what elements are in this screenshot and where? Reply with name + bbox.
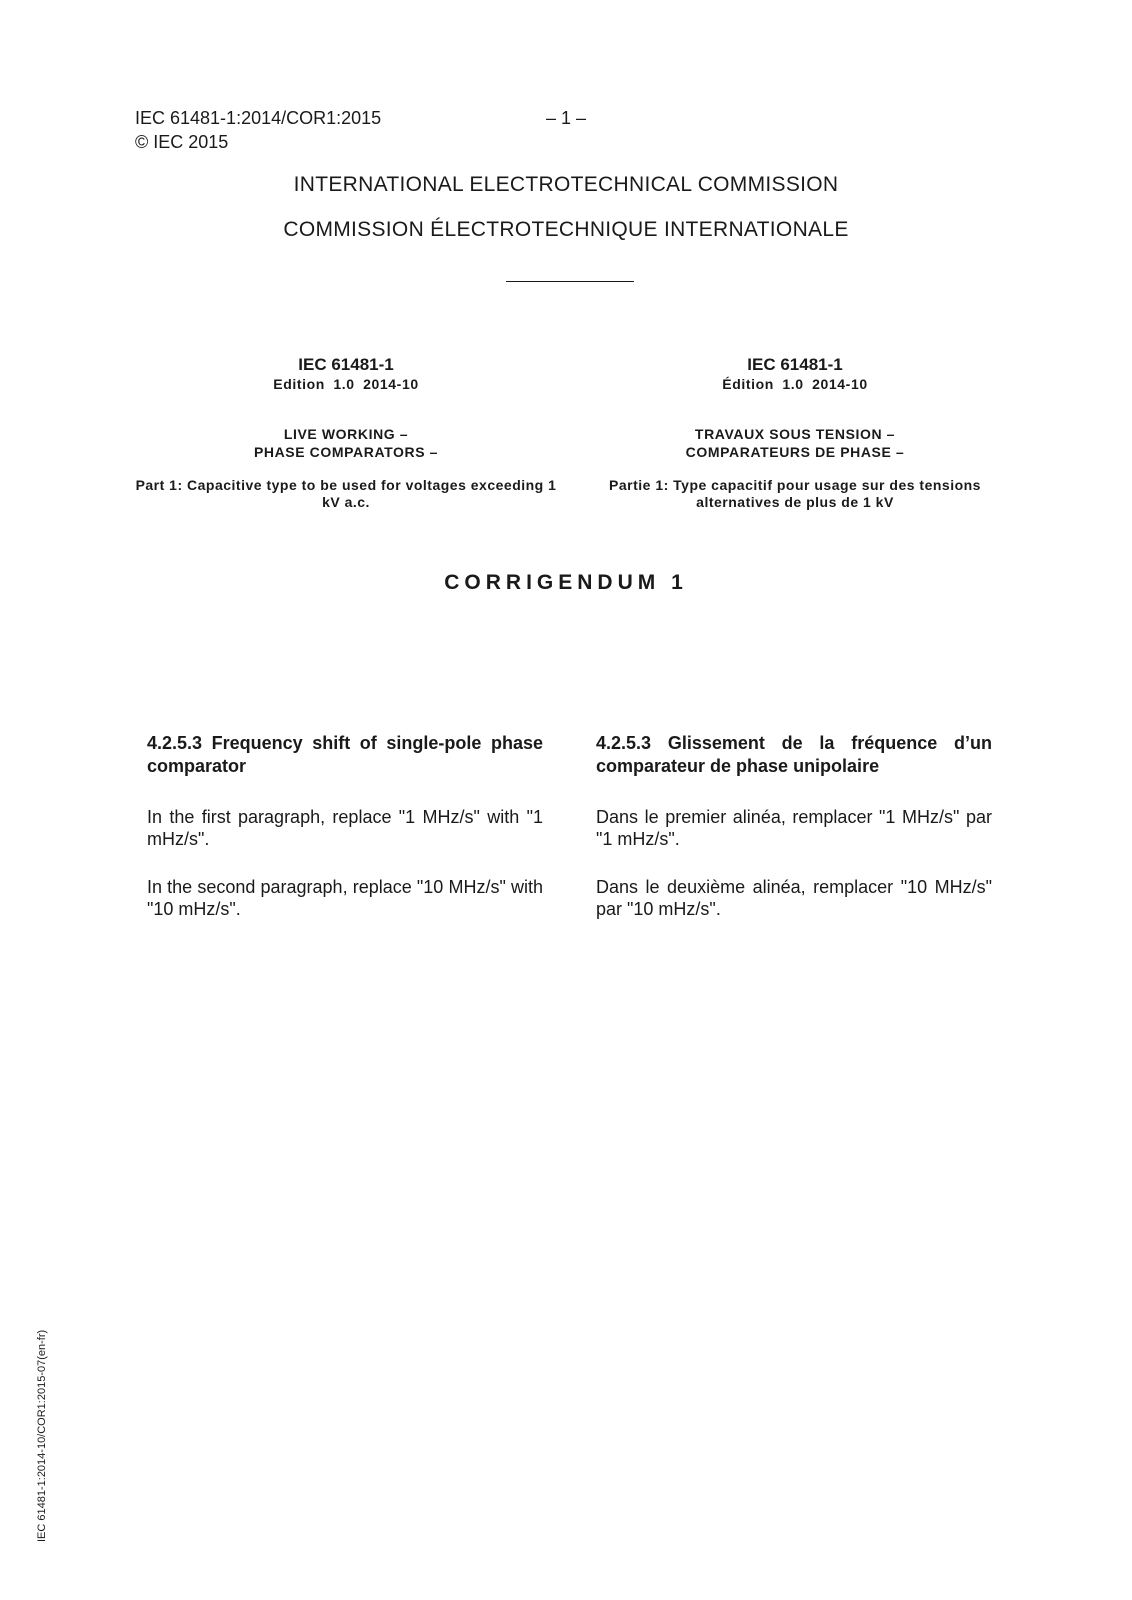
correction-paragraph-1: Dans le premier alinéa, remplacer "1 MHz/s" par "1 mHz/s". (596, 807, 992, 849)
correction-paragraph-2: In the second paragraph, replace "10 MHz/s" with "10 mHz/s". (147, 877, 543, 919)
edition-date: Édition 1.0 2014-10 (722, 376, 868, 392)
edition-date: Edition 1.0 2014-10 (273, 376, 419, 392)
clause-heading (596, 732, 992, 778)
clause-title: Glissement de la fréquence d’un comparateur de phase unipolaire (596, 733, 992, 776)
part-title: Part 1: Capacitive type to be used for voltages exceeding 1 kV a.c. (135, 477, 557, 510)
organization-name-french: COMMISSION ÉLECTROTECHNIQUE INTERNATIONALE (283, 218, 849, 241)
correction-paragraph-2: Dans le deuxième alinéa, remplacer "10 MHz/s" par "10 mHz/s". (596, 877, 992, 919)
header-divider (506, 281, 634, 282)
standard-title-line-2: PHASE COMPARATORS – (253, 444, 439, 460)
page-number: – 1 – (546, 108, 587, 128)
content-column-french (596, 732, 992, 920)
standard-number: IEC 61481-1 (747, 355, 843, 374)
organization-name-english: INTERNATIONAL ELECTROTECHNICAL COMMISSION (293, 173, 839, 196)
part-title: Partie 1: Type capacitif pour usage sur des tensions alternatives de plus de 1 kV (609, 477, 981, 510)
standard-title-line-1: LIVE WORKING – (283, 426, 409, 442)
copyright-notice: © IEC 2015 (135, 132, 229, 152)
edition-block-english (126, 354, 566, 511)
standard-number: IEC 61481-1 (298, 355, 394, 374)
content-column-english (147, 732, 543, 920)
clause-number: 4.2.5.3 (596, 733, 652, 753)
document-reference: IEC 61481-1:2014/COR1:2015 (135, 108, 382, 128)
side-document-identifier: IEC 61481-1:2014-10/COR1:2015-07(en-fr) (36, 1329, 48, 1542)
edition-block-french (575, 354, 1015, 511)
clause-title: Frequency shift of single-pole phase comparator (147, 733, 543, 776)
clause-heading (147, 732, 543, 778)
standard-title-line-1: TRAVAUX SOUS TENSION – (694, 426, 896, 442)
corrigendum-heading: CORRIGENDUM 1 (444, 571, 688, 594)
clause-number: 4.2.5.3 (147, 733, 203, 753)
correction-paragraph-1: In the first paragraph, replace "1 MHz/s" with "1 mHz/s". (147, 807, 543, 849)
standard-title-line-2: COMPARATEURS DE PHASE – (685, 444, 905, 460)
